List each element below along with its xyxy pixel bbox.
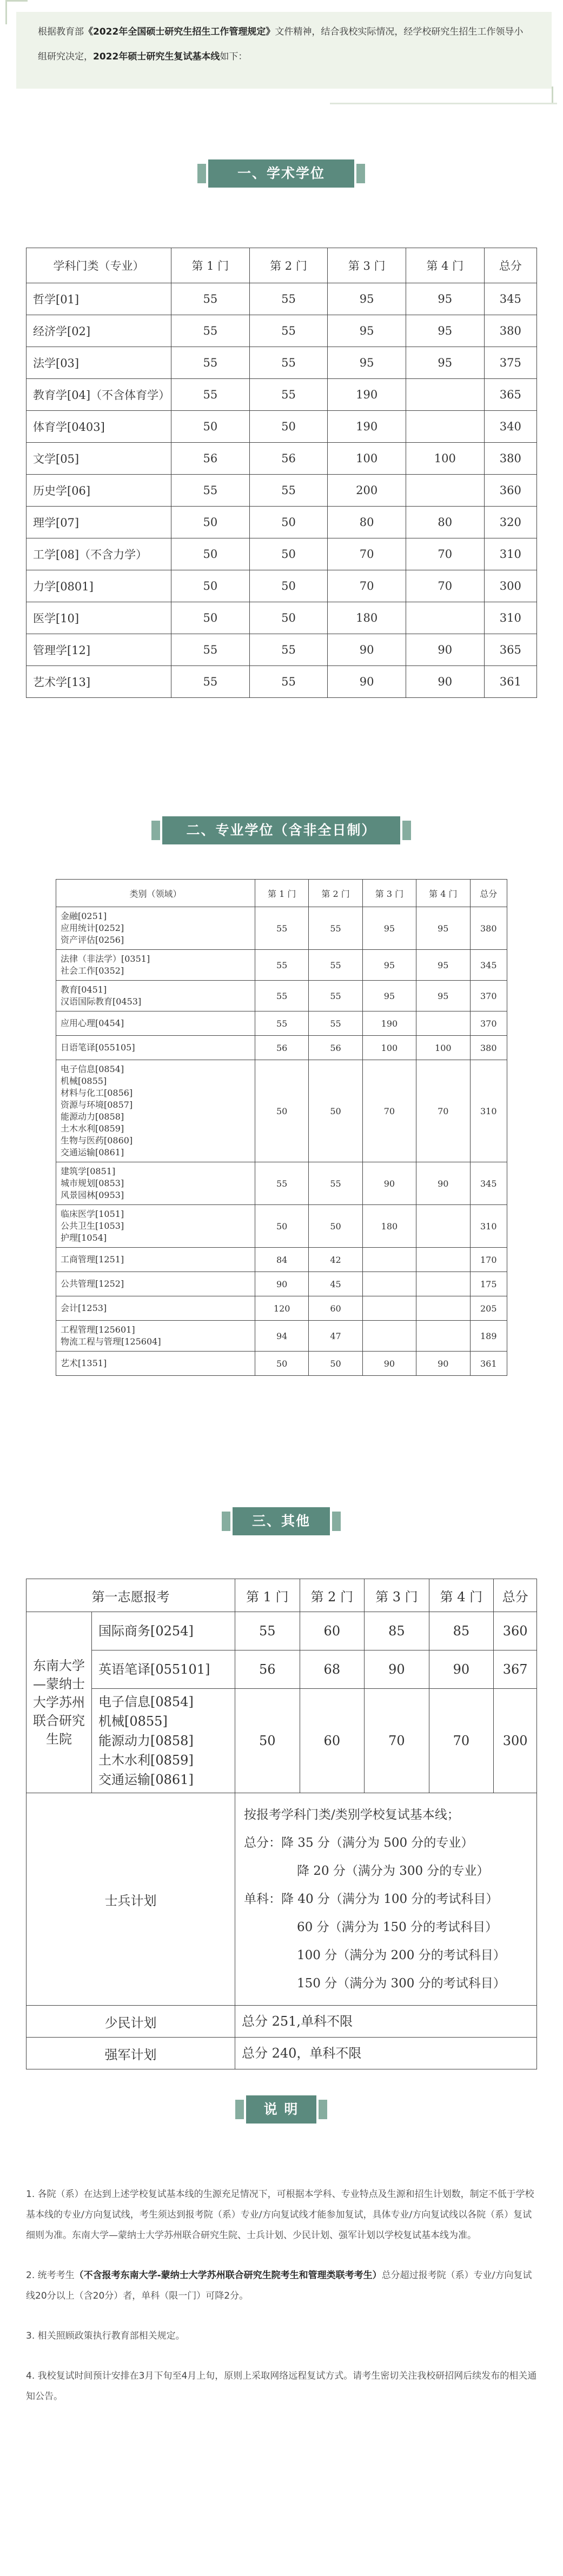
category-name: 会计[1253] xyxy=(61,1303,107,1313)
subject-cell: 医学[10] xyxy=(27,602,171,634)
score-cell: 55 xyxy=(171,475,250,507)
major-cell: 国际商务[0254] xyxy=(92,1612,235,1650)
score-cell: 50 xyxy=(309,1352,362,1376)
score-cell: 310 xyxy=(470,1205,507,1248)
score-cell: 70 xyxy=(328,538,406,570)
category-cell xyxy=(56,907,255,950)
score-cell: 90 xyxy=(429,1650,494,1689)
table-row xyxy=(56,1296,507,1321)
category-name: 汉语国际教育[0453] xyxy=(61,996,142,1007)
category-name: 应用心理[0454] xyxy=(61,1018,124,1028)
plan-label: 少民计划 xyxy=(27,2006,235,2038)
strong-army-plan-cell: 总分 240，单科不限 xyxy=(235,2038,537,2069)
category-name: 艺术[1351] xyxy=(61,1358,107,1368)
score-cell: 90 xyxy=(328,666,406,698)
table-row xyxy=(27,507,537,538)
section-title-academic: 一、学术学位 xyxy=(208,159,354,188)
score-cell: 360 xyxy=(494,1612,537,1650)
score-cell: 190 xyxy=(328,379,406,411)
score-cell: 50 xyxy=(171,507,250,538)
score-cell: 50 xyxy=(235,1689,300,1793)
section-title-notes: 说 明 xyxy=(246,2095,316,2124)
score-cell: 70 xyxy=(429,1689,494,1793)
score-cell: 380 xyxy=(470,907,507,950)
table-row xyxy=(27,1689,537,1793)
score-cell: 47 xyxy=(309,1321,362,1352)
score-cell: 90 xyxy=(328,634,406,666)
header-cell: 第 1 门 xyxy=(235,1579,300,1612)
table-row xyxy=(27,411,537,443)
category-cell xyxy=(56,981,255,1011)
header-cell: 第 3 门 xyxy=(365,1579,429,1612)
table-row xyxy=(56,907,507,950)
score-cell: 189 xyxy=(470,1321,507,1352)
category-name: 社会工作[0352] xyxy=(61,966,124,976)
major-cell: 英语笔译[055101] xyxy=(92,1650,235,1689)
header-cell: 第 4 门 xyxy=(429,1579,494,1612)
table-row xyxy=(27,443,537,475)
score-cell: 55 xyxy=(171,379,250,411)
category-name: 能源动力[0858] xyxy=(61,1111,124,1122)
score-cell: 56 xyxy=(255,1036,309,1060)
section-title-professional: 二、专业学位（含非全日制） xyxy=(162,816,400,844)
note-3: 3. 相关照顾政策执行教育部相关规定。 xyxy=(26,2331,185,2341)
score-cell: 56 xyxy=(171,443,250,475)
score-cell: 70 xyxy=(362,1060,416,1162)
table-row xyxy=(56,1272,507,1296)
table-header-row xyxy=(27,1579,537,1612)
score-cell: 55 xyxy=(249,475,328,507)
header-cell: 类别（领域） xyxy=(56,880,255,907)
note-text: 2. 统考考生 xyxy=(26,2270,75,2281)
table-row xyxy=(27,1793,537,2006)
score-cell: 190 xyxy=(362,1011,416,1036)
major-name: 能源动力[0858] xyxy=(98,1733,194,1748)
score-cell: 340 xyxy=(484,411,536,443)
table-row xyxy=(56,1060,507,1162)
score-cell: 95 xyxy=(406,347,484,379)
category-name: 生物与医药[0860] xyxy=(61,1135,133,1146)
notes-section xyxy=(26,2184,537,2407)
intro-doc-title: 《2022年全国硕士研究生招生工作管理规定》 xyxy=(84,26,275,37)
table-row xyxy=(27,283,537,315)
category-cell xyxy=(56,1011,255,1036)
plan-label: 强军计划 xyxy=(27,2038,235,2069)
score-cell: 50 xyxy=(249,602,328,634)
table-header-row xyxy=(56,880,507,907)
score-cell xyxy=(416,1205,470,1248)
score-cell: 380 xyxy=(484,443,536,475)
score-cell: 90 xyxy=(365,1650,429,1689)
score-cell: 55 xyxy=(249,347,328,379)
divider xyxy=(330,103,557,104)
header-cell: 总分 xyxy=(494,1579,537,1612)
score-cell: 175 xyxy=(470,1272,507,1296)
score-cell: 50 xyxy=(309,1060,362,1162)
subject-cell: 理学[07] xyxy=(27,507,171,538)
table-row xyxy=(56,1321,507,1352)
score-cell: 55 xyxy=(171,666,250,698)
score-cell: 68 xyxy=(300,1650,365,1689)
soldier-rule: 60 分（满分为 150 分的考试科目） xyxy=(297,1920,498,1934)
header-cell: 学科门类（专业） xyxy=(27,248,171,283)
score-cell xyxy=(416,1296,470,1321)
score-cell: 180 xyxy=(362,1205,416,1248)
subject-cell: 艺术学[13] xyxy=(27,666,171,698)
score-cell: 100 xyxy=(406,443,484,475)
header-cell: 第 4 门 xyxy=(406,248,484,283)
major-cell xyxy=(92,1689,235,1793)
category-name: 工商管理[1251] xyxy=(61,1254,124,1264)
score-cell: 50 xyxy=(249,570,328,602)
score-cell: 70 xyxy=(406,538,484,570)
plan-label: 士兵计划 xyxy=(27,1793,235,2006)
table-row xyxy=(56,1352,507,1376)
soldier-rule: 降 20 分（满分为 300 分的专业） xyxy=(297,1864,489,1878)
subject-cell: 工学[08]（不含力学） xyxy=(27,538,171,570)
table-row xyxy=(56,1205,507,1248)
soldier-rule: 总分：降 35 分（满分为 500 分的专业） xyxy=(244,1836,474,1850)
score-cell: 55 xyxy=(255,950,309,981)
note-2 xyxy=(26,2265,537,2306)
header-cell: 第 4 门 xyxy=(416,880,470,907)
score-cell: 300 xyxy=(484,570,536,602)
category-name: 机械[0855] xyxy=(61,1076,107,1086)
intro-text: 如下： xyxy=(220,51,248,62)
category-name: 材料与化工[0856] xyxy=(61,1088,133,1098)
table-row xyxy=(27,475,537,507)
score-cell: 94 xyxy=(255,1321,309,1352)
score-cell xyxy=(362,1248,416,1272)
table-row xyxy=(56,1036,507,1060)
score-cell: 55 xyxy=(171,315,250,347)
score-cell: 55 xyxy=(235,1612,300,1650)
subject-cell: 法学[03] xyxy=(27,347,171,379)
table-row xyxy=(27,666,537,698)
intro-text: 根据教育部 xyxy=(38,26,84,37)
score-cell xyxy=(416,1011,470,1036)
score-cell: 55 xyxy=(171,347,250,379)
score-cell: 90 xyxy=(406,634,484,666)
score-cell: 95 xyxy=(362,907,416,950)
header-cell: 第 1 门 xyxy=(171,248,250,283)
score-cell: 70 xyxy=(365,1689,429,1793)
category-name: 法律（非法学）[0351] xyxy=(61,954,150,964)
score-cell: 50 xyxy=(171,570,250,602)
score-cell xyxy=(416,1248,470,1272)
score-cell: 170 xyxy=(470,1248,507,1272)
table-row xyxy=(27,602,537,634)
score-cell: 50 xyxy=(171,411,250,443)
score-cell: 370 xyxy=(470,981,507,1011)
table-row xyxy=(27,379,537,411)
score-cell: 190 xyxy=(328,411,406,443)
category-name: 土木水利[0859] xyxy=(61,1123,124,1134)
score-cell: 55 xyxy=(309,1011,362,1036)
score-cell: 55 xyxy=(249,666,328,698)
table-header-row xyxy=(27,248,537,283)
score-cell: 90 xyxy=(255,1272,309,1296)
score-cell: 95 xyxy=(416,981,470,1011)
score-cell: 310 xyxy=(484,602,536,634)
header-cell: 第 2 门 xyxy=(249,248,328,283)
score-cell: 80 xyxy=(406,507,484,538)
score-cell: 320 xyxy=(484,507,536,538)
score-cell xyxy=(416,1272,470,1296)
major-name: 交通运输[0861] xyxy=(98,1772,194,1787)
header-cell: 第 2 门 xyxy=(300,1579,365,1612)
subject-cell: 文学[05] xyxy=(27,443,171,475)
score-cell: 55 xyxy=(171,634,250,666)
table-row xyxy=(27,2006,537,2038)
category-cell xyxy=(56,1248,255,1272)
category-cell xyxy=(56,950,255,981)
score-cell: 50 xyxy=(171,602,250,634)
subject-cell: 管理学[12] xyxy=(27,634,171,666)
score-cell: 55 xyxy=(255,907,309,950)
score-cell: 90 xyxy=(416,1162,470,1205)
score-cell xyxy=(406,411,484,443)
category-cell xyxy=(56,1036,255,1060)
corner-decoration xyxy=(535,86,553,104)
score-cell: 55 xyxy=(255,981,309,1011)
subject-cell: 经济学[02] xyxy=(27,315,171,347)
score-cell: 55 xyxy=(309,1162,362,1205)
score-cell: 60 xyxy=(300,1612,365,1650)
score-cell: 55 xyxy=(249,283,328,315)
score-cell: 70 xyxy=(416,1060,470,1162)
score-cell: 95 xyxy=(328,315,406,347)
category-name: 金融[0251] xyxy=(61,911,107,921)
score-cell: 55 xyxy=(309,950,362,981)
category-name: 教育[0451] xyxy=(61,984,107,995)
score-cell: 361 xyxy=(484,666,536,698)
table-row xyxy=(27,570,537,602)
score-cell: 56 xyxy=(249,443,328,475)
section-title-other: 三、其他 xyxy=(233,1507,330,1535)
score-cell: 55 xyxy=(249,634,328,666)
score-cell: 55 xyxy=(171,283,250,315)
score-cell xyxy=(362,1321,416,1352)
score-cell: 370 xyxy=(470,1011,507,1036)
table-row xyxy=(27,347,537,379)
score-cell: 90 xyxy=(416,1352,470,1376)
score-cell: 56 xyxy=(235,1650,300,1689)
category-name: 护理[1054] xyxy=(61,1233,107,1243)
table-row xyxy=(27,1612,537,1650)
score-cell: 55 xyxy=(255,1162,309,1205)
soldier-rule: 单科：降 40 分（满分为 100 分的考试科目） xyxy=(244,1892,499,1906)
score-cell: 380 xyxy=(484,315,536,347)
category-name: 日语笔译[055105] xyxy=(61,1042,135,1053)
score-cell: 95 xyxy=(362,950,416,981)
score-cell: 55 xyxy=(249,315,328,347)
score-cell xyxy=(406,602,484,634)
score-cell: 50 xyxy=(255,1352,309,1376)
score-cell: 95 xyxy=(406,315,484,347)
intro-paragraph xyxy=(16,12,552,89)
category-name: 风景园林[0953] xyxy=(61,1190,124,1200)
score-cell: 380 xyxy=(470,1036,507,1060)
note-text: 总分超过报考院（系）专业/方向复试线20分以上（含20分）者，单科（限一门）可降2分。 xyxy=(26,2270,532,2301)
subject-cell: 力学[0801] xyxy=(27,570,171,602)
header-cell: 总分 xyxy=(470,880,507,907)
category-cell xyxy=(56,1296,255,1321)
category-name: 临床医学[1051] xyxy=(61,1209,124,1219)
category-name: 建筑学[0851] xyxy=(61,1166,116,1176)
category-name: 资产评估[0256] xyxy=(61,935,124,945)
score-cell: 90 xyxy=(406,666,484,698)
score-cell: 50 xyxy=(249,507,328,538)
score-cell: 55 xyxy=(309,981,362,1011)
score-cell: 361 xyxy=(470,1352,507,1376)
header-cell: 第 2 门 xyxy=(309,880,362,907)
category-name: 公共卫生[1053] xyxy=(61,1221,124,1231)
category-name: 资源与环境[0857] xyxy=(61,1100,133,1110)
note-4: 4. 我校复试时间预计安排在3月下旬至4月上旬，原则上采取网络远程复试方式。请考生密切关注我校研招网后续发布的相关通知公告。 xyxy=(26,2371,537,2402)
score-cell: 200 xyxy=(328,475,406,507)
score-cell xyxy=(362,1296,416,1321)
intro-highlight: 2022年硕士研究生复试基本线 xyxy=(93,51,220,62)
table-row xyxy=(56,1162,507,1205)
score-cell: 55 xyxy=(249,379,328,411)
score-cell xyxy=(416,1321,470,1352)
soldier-rule: 100 分（满分为 200 分的考试科目） xyxy=(297,1948,506,1962)
table-row xyxy=(27,315,537,347)
header-cell: 总分 xyxy=(484,248,536,283)
category-name: 电子信息[0854] xyxy=(61,1064,124,1074)
category-name: 城市规划[0853] xyxy=(61,1178,124,1188)
score-cell: 50 xyxy=(249,411,328,443)
score-cell: 360 xyxy=(484,475,536,507)
score-cell: 85 xyxy=(429,1612,494,1650)
note-1: 1. 各院（系）在达到上述学校复试基本线的生源充足情况下，可根据本学科、专业特点及生源和招生计划数，制定不低于学校基本线的专业/方向复试线，考生须达到报考院（系）专业/方向复试线才能参加复试，具体专业/方向复试线以各院（系）复试细则为准。东南大学—蒙纳士大学苏州联合研究生院、士兵计划、少民计划、强军计划以学校复试基本线为准。 xyxy=(26,2189,534,2241)
category-name: 应用统计[0252] xyxy=(61,923,124,933)
score-cell: 55 xyxy=(309,907,362,950)
score-cell: 70 xyxy=(406,570,484,602)
category-name: 公共管理[1252] xyxy=(61,1279,124,1289)
score-cell: 45 xyxy=(309,1272,362,1296)
score-cell: 120 xyxy=(255,1296,309,1321)
other-plans-table xyxy=(26,1579,537,2069)
score-cell: 60 xyxy=(309,1296,362,1321)
table-row xyxy=(56,950,507,981)
score-cell: 80 xyxy=(328,507,406,538)
score-cell: 95 xyxy=(328,347,406,379)
table-row xyxy=(56,1011,507,1036)
table-row xyxy=(27,538,537,570)
category-cell xyxy=(56,1321,255,1352)
score-cell: 345 xyxy=(484,283,536,315)
score-cell: 310 xyxy=(470,1060,507,1162)
soldier-plan-cell xyxy=(235,1793,537,2006)
score-cell: 95 xyxy=(416,907,470,950)
score-cell: 100 xyxy=(328,443,406,475)
category-cell xyxy=(56,1162,255,1205)
score-cell: 90 xyxy=(362,1162,416,1205)
soldier-rule: 按报考学科门类/类别学校复试基本线； xyxy=(244,1808,460,1822)
table-row xyxy=(27,1650,537,1689)
score-cell: 50 xyxy=(309,1205,362,1248)
major-name: 机械[0855] xyxy=(98,1714,168,1729)
category-cell xyxy=(56,1205,255,1248)
category-cell xyxy=(56,1272,255,1296)
intro-text: 文件精神，结合我校实际情况，经学校研究生招生工作领导小组研究决定， xyxy=(38,26,524,62)
score-cell: 85 xyxy=(365,1612,429,1650)
score-cell: 180 xyxy=(328,602,406,634)
note-highlight: （不含报考东南大学-蒙纳士大学苏州联合研究生院考生和管理类联考考生） xyxy=(74,2270,382,2281)
major-name: 土木水利[0859] xyxy=(98,1753,194,1768)
score-cell: 100 xyxy=(416,1036,470,1060)
score-cell: 95 xyxy=(416,950,470,981)
score-cell: 60 xyxy=(300,1689,365,1793)
score-cell: 367 xyxy=(494,1650,537,1689)
score-cell: 50 xyxy=(255,1060,309,1162)
score-cell xyxy=(406,475,484,507)
score-cell: 365 xyxy=(484,634,536,666)
score-cell: 95 xyxy=(406,283,484,315)
header-cell: 第 3 门 xyxy=(328,248,406,283)
minority-plan-cell: 总分 251,单科不限 xyxy=(235,2006,537,2038)
score-cell: 205 xyxy=(470,1296,507,1321)
category-name: 交通运输[0861] xyxy=(61,1147,124,1157)
score-cell: 345 xyxy=(470,950,507,981)
score-cell: 345 xyxy=(470,1162,507,1205)
score-cell: 50 xyxy=(171,538,250,570)
header-cell: 第一志愿报考 xyxy=(27,1579,235,1612)
subject-cell: 历史学[06] xyxy=(27,475,171,507)
professional-degree-table xyxy=(56,879,507,1376)
category-name: 物流工程与管理[125604] xyxy=(61,1336,161,1347)
school-name-cell: 东南大学—蒙纳士大学苏州联合研究生院 xyxy=(27,1612,92,1793)
score-cell: 90 xyxy=(362,1352,416,1376)
category-name: 工程管理[125601] xyxy=(61,1324,135,1335)
table-row xyxy=(27,2038,537,2069)
subject-cell: 哲学[01] xyxy=(27,283,171,315)
score-cell: 56 xyxy=(309,1036,362,1060)
category-cell xyxy=(56,1352,255,1376)
score-cell: 84 xyxy=(255,1248,309,1272)
table-row xyxy=(27,634,537,666)
category-cell xyxy=(56,1060,255,1162)
score-cell: 50 xyxy=(255,1205,309,1248)
score-cell: 300 xyxy=(494,1689,537,1793)
table-row xyxy=(56,1248,507,1272)
score-cell: 70 xyxy=(328,570,406,602)
score-cell: 95 xyxy=(328,283,406,315)
score-cell: 55 xyxy=(255,1011,309,1036)
score-cell xyxy=(362,1272,416,1296)
major-name: 电子信息[0854] xyxy=(98,1694,194,1709)
academic-degree-table xyxy=(26,248,537,698)
header-cell: 第 1 门 xyxy=(255,880,309,907)
subject-cell: 体育学[0403] xyxy=(27,411,171,443)
score-cell: 50 xyxy=(249,538,328,570)
score-cell: 95 xyxy=(362,981,416,1011)
subject-cell: 教育学[04]（不含体育学） xyxy=(27,379,171,411)
score-cell: 365 xyxy=(484,379,536,411)
score-cell: 310 xyxy=(484,538,536,570)
score-cell: 100 xyxy=(362,1036,416,1060)
soldier-rule: 150 分（满分为 300 分的考试科目） xyxy=(297,1976,506,1991)
score-cell: 375 xyxy=(484,347,536,379)
table-row xyxy=(56,981,507,1011)
score-cell: 42 xyxy=(309,1248,362,1272)
header-cell: 第 3 门 xyxy=(362,880,416,907)
score-cell xyxy=(406,379,484,411)
